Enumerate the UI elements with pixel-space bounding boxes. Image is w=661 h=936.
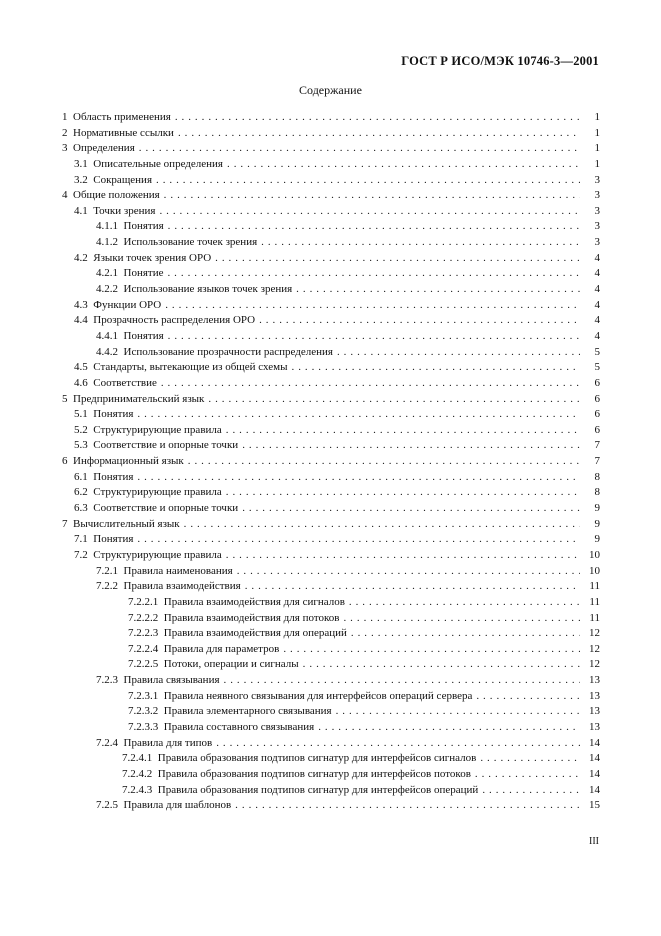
toc-entry-page: 4 — [594, 283, 600, 296]
toc-entry-number: 4.2 — [74, 251, 88, 264]
toc-entry-title: Соответствие — [93, 376, 157, 389]
toc-entry-number: 4.2.1 — [96, 267, 118, 280]
toc-entry-page: 8 — [594, 486, 600, 499]
toc-entry-title: Правила связывания — [123, 674, 220, 687]
toc-entry-page: 15 — [589, 799, 600, 812]
toc-entry-page: 3 — [594, 173, 600, 186]
toc-entry-number: 4.1.2 — [96, 236, 118, 249]
toc-entry-number: 7 — [62, 517, 68, 530]
toc-entry-title: Структурирующие правила — [93, 548, 222, 561]
toc-entry[interactable] — [62, 313, 600, 329]
toc-leader-dots — [242, 438, 580, 454]
toc-entry[interactable] — [62, 751, 600, 767]
toc-entry-page: 8 — [594, 470, 600, 483]
toc-entry-title: Нормативные ссылки — [73, 126, 174, 139]
toc-entry[interactable] — [62, 454, 600, 470]
toc-entry-title: Понятия — [123, 220, 164, 233]
toc-entry-number: 4.5 — [74, 361, 88, 374]
toc-entry-title: Правила образования подтипов сигнатур для интерфейсов операций — [157, 783, 479, 796]
toc-entry-number: 7.2.3 — [96, 674, 118, 687]
toc-entry-number: 7.2.2.2 — [128, 611, 159, 624]
toc-entry-number: 5.1 — [74, 408, 88, 421]
toc-entry-title: Языки точек зрения ОРО — [93, 251, 212, 264]
toc-entry-title: Потоки, операции и сигналы — [163, 658, 299, 671]
toc-entry-page: 13 — [589, 674, 600, 687]
toc-entry[interactable] — [62, 798, 600, 814]
toc-leader-dots — [227, 157, 580, 173]
toc-entry[interactable] — [62, 689, 600, 705]
toc-entry-page: 11 — [589, 595, 600, 608]
toc-leader-dots — [245, 579, 580, 595]
toc-leader-dots — [156, 173, 580, 189]
toc-entry-title: Стандарты, вытекающие из общей схемы — [93, 361, 288, 374]
toc-entry-title: Правила для шаблонов — [123, 799, 232, 812]
toc-entry-number: 7.2.4.3 — [122, 783, 153, 796]
toc-leader-dots — [336, 704, 580, 720]
toc-entry-page: 14 — [589, 736, 600, 749]
toc-entry-title: Правила образования подтипов сигнатур для интерфейсов сигналов — [157, 752, 477, 765]
toc-leader-dots — [259, 313, 580, 329]
toc-entry-page: 4 — [594, 298, 600, 311]
toc-entry-page: 6 — [594, 408, 600, 421]
toc-entry-page: 14 — [589, 783, 600, 796]
toc-entry[interactable] — [62, 251, 600, 267]
toc-entry-title: Понятия — [93, 408, 134, 421]
toc-entry-number: 4.2.2 — [96, 283, 118, 296]
toc-entry-page: 1 — [594, 126, 600, 139]
toc-entry[interactable] — [62, 470, 600, 486]
toc-leader-dots — [480, 751, 580, 767]
toc-leader-dots — [296, 282, 580, 298]
toc-entry-title: Определения — [73, 142, 135, 155]
toc-entry-page: 1 — [594, 111, 600, 123]
toc-entry-page: 4 — [594, 267, 600, 280]
toc-leader-dots — [165, 298, 580, 314]
toc-entry-page: 12 — [589, 658, 600, 671]
toc-entry[interactable] — [62, 579, 600, 595]
toc-entry-title: Понятия — [93, 470, 134, 483]
toc-entry-title: Структурирующие правила — [93, 423, 222, 436]
toc-leader-dots — [137, 407, 580, 423]
toc-entry-page: 6 — [594, 423, 600, 436]
toc-entry-title: Предпринимательский язык — [73, 392, 205, 405]
toc-entry[interactable] — [62, 564, 600, 580]
toc-entry-number: 6 — [62, 455, 68, 468]
toc-leader-dots — [167, 266, 580, 282]
toc-leader-dots — [215, 251, 580, 267]
toc-entry-title: Функции ОРО — [93, 298, 162, 311]
toc-leader-dots — [188, 454, 580, 470]
toc-entry-page: 1 — [594, 142, 600, 155]
toc-entry[interactable] — [62, 767, 600, 783]
toc-entry-page: 4 — [594, 329, 600, 342]
toc-entry-title: Структурирующие правила — [93, 486, 222, 499]
toc-entry-number: 7.2.2 — [96, 580, 118, 593]
toc-entry-title: Правила взаимодействия для операций — [163, 627, 347, 640]
toc-entry-page: 3 — [594, 204, 600, 217]
toc-entry-number: 7.2.2.1 — [128, 595, 159, 608]
toc-entry[interactable] — [62, 423, 600, 439]
toc-entry[interactable] — [62, 392, 600, 408]
toc-leader-dots — [216, 736, 580, 752]
toc-entry-number: 3.2 — [74, 173, 88, 186]
toc-leader-dots — [482, 783, 580, 799]
toc-entry[interactable] — [62, 204, 600, 220]
toc-leader-dots — [351, 626, 580, 642]
toc-entry[interactable] — [62, 642, 600, 658]
toc-entry-number: 7.2.3.1 — [128, 689, 159, 702]
toc-entry-title: Информационный язык — [73, 455, 184, 468]
toc-leader-dots — [349, 595, 580, 611]
toc-leader-dots — [226, 548, 580, 564]
toc-entry[interactable] — [62, 282, 600, 298]
toc-leader-dots — [159, 204, 580, 220]
toc-entry-number: 7.2.3.2 — [128, 705, 159, 718]
toc-entry-number: 7.2.4.1 — [122, 752, 153, 765]
toc-entry-page: 4 — [594, 251, 600, 264]
toc-entry-page: 13 — [589, 705, 600, 718]
toc-entry-title: Правила для типов — [123, 736, 213, 749]
toc-entry-page: 5 — [594, 361, 600, 374]
toc-entry-number: 3.1 — [74, 157, 88, 170]
toc-entry-page: 3 — [594, 189, 600, 202]
toc-entry-title: Правила взаимодействия — [123, 580, 241, 593]
toc-entry-page: 9 — [594, 502, 600, 515]
toc-entry-title: Использование точек зрения — [123, 236, 258, 249]
toc-entry-page: 11 — [589, 580, 600, 593]
toc-entry-number: 7.2.5 — [96, 799, 118, 812]
toc-entry[interactable] — [62, 611, 600, 627]
toc-entry-number: 7.1 — [74, 533, 88, 546]
toc-leader-dots — [161, 376, 580, 392]
toc-leader-dots — [168, 219, 580, 235]
toc-entry-title: Правила для параметров — [163, 642, 280, 655]
toc-entry-title: Правила составного связывания — [163, 720, 315, 733]
toc-entry-page: 14 — [589, 752, 600, 765]
toc-title: Содержание — [299, 83, 362, 97]
toc-entry-page: 1 — [594, 157, 600, 170]
toc-entry[interactable] — [62, 657, 600, 673]
toc-leader-dots — [261, 235, 580, 251]
toc-leader-dots — [139, 141, 580, 157]
toc-leader-dots — [175, 110, 580, 126]
toc-entry-number: 7.2 — [74, 548, 88, 561]
toc-leader-dots — [237, 564, 580, 580]
toc-entry-number: 7.2.2.4 — [128, 642, 159, 655]
toc-entry-page: 13 — [589, 689, 600, 702]
toc-entry-title: Понятия — [123, 329, 164, 342]
toc-leader-dots — [208, 392, 580, 408]
toc-entry-title: Понятие — [123, 267, 164, 280]
toc-entry-title: Использование прозрачности распределения — [123, 345, 333, 358]
toc-entry-number: 4.4 — [74, 314, 88, 327]
toc-leader-dots — [292, 360, 581, 376]
toc-entry-page: 6 — [594, 392, 600, 405]
toc-leader-dots — [137, 470, 580, 486]
toc-entry-title: Правила элементарного связывания — [163, 705, 332, 718]
page-number: III — [589, 836, 599, 847]
toc-leader-dots — [337, 345, 580, 361]
toc-entry-number: 6.3 — [74, 502, 88, 515]
toc-leader-dots — [137, 532, 580, 548]
toc-entry[interactable] — [62, 360, 600, 376]
toc-entry-number: 6.1 — [74, 470, 88, 483]
toc-entry[interactable] — [62, 157, 600, 173]
toc-entry-page: 7 — [594, 439, 600, 452]
toc-leader-dots — [343, 611, 580, 627]
toc-leader-dots — [168, 329, 580, 345]
toc-entry[interactable] — [62, 720, 600, 736]
toc-entry-number: 7.2.2.5 — [128, 658, 159, 671]
toc-entry[interactable] — [62, 485, 600, 501]
toc-entry-number: 5 — [62, 392, 68, 405]
toc-leader-dots — [303, 657, 580, 673]
toc-leader-dots — [476, 689, 580, 705]
toc-leader-dots — [235, 798, 580, 814]
toc-entry[interactable] — [62, 266, 600, 282]
toc-entry-title: Правила взаимодействия для сигналов — [163, 595, 345, 608]
toc-entry-number: 7.2.1 — [96, 564, 118, 577]
toc-entry[interactable] — [62, 548, 600, 564]
toc-entry-number: 4.6 — [74, 376, 88, 389]
toc-entry-title: Прозрачность распределения ОРО — [93, 314, 256, 327]
toc-entry-page: 12 — [589, 642, 600, 655]
toc-leader-dots — [224, 673, 580, 689]
toc-entry[interactable] — [62, 188, 600, 204]
toc-entry[interactable] — [62, 376, 600, 392]
toc-entry-title: Сокращения — [93, 173, 152, 186]
toc-entry-page: 14 — [589, 767, 600, 780]
toc-entry[interactable] — [62, 329, 600, 345]
table-of-contents — [62, 110, 600, 814]
toc-entry-number: 4.4.1 — [96, 329, 118, 342]
toc-entry-number: 3 — [62, 142, 68, 155]
toc-entry[interactable] — [62, 704, 600, 720]
toc-entry[interactable] — [62, 673, 600, 689]
toc-entry-title: Вычислительный язык — [73, 517, 180, 530]
toc-entry-title: Общие положения — [73, 189, 160, 202]
toc-entry-title: Использование языков точек зрения — [123, 283, 293, 296]
toc-entry-number: 4 — [62, 189, 68, 202]
toc-entry-number: 4.4.2 — [96, 345, 118, 358]
toc-leader-dots — [242, 501, 580, 517]
toc-entry-page: 6 — [594, 376, 600, 389]
document-header: ГОСТ Р ИСО/МЭК 10746-3—2001 — [401, 54, 599, 68]
toc-entry[interactable] — [62, 438, 600, 454]
toc-entry-page: 13 — [589, 720, 600, 733]
toc-entry-title: Область применения — [73, 111, 171, 123]
toc-entry-number: 4.1.1 — [96, 220, 118, 233]
toc-entry-page: 3 — [594, 236, 600, 249]
toc-entry-page: 9 — [594, 517, 600, 530]
toc-entry-title: Правила образования подтипов сигнатур для интерфейсов потоков — [157, 767, 471, 780]
toc-entry-page: 7 — [594, 455, 600, 468]
toc-entry-page: 10 — [589, 548, 600, 561]
toc-leader-dots — [475, 767, 580, 783]
toc-leader-dots — [164, 188, 580, 204]
toc-entry[interactable] — [62, 126, 600, 142]
toc-entry-number: 6.2 — [74, 486, 88, 499]
toc-entry-page: 4 — [594, 314, 600, 327]
toc-leader-dots — [184, 517, 580, 533]
toc-entry-title: Правила взаимодействия для потоков — [163, 611, 340, 624]
toc-leader-dots — [283, 642, 580, 658]
toc-entry-number: 7.2.4.2 — [122, 767, 153, 780]
toc-entry-number: 7.2.3.3 — [128, 720, 159, 733]
toc-entry[interactable] — [62, 141, 600, 157]
toc-entry-page: 11 — [589, 611, 600, 624]
toc-entry[interactable] — [62, 298, 600, 314]
toc-entry-title: Соответствие и опорные точки — [93, 439, 239, 452]
toc-entry[interactable] — [62, 235, 600, 251]
toc-entry-number: 4.1 — [74, 204, 88, 217]
toc-leader-dots — [226, 485, 580, 501]
toc-entry-page: 10 — [589, 564, 600, 577]
toc-entry[interactable] — [62, 219, 600, 235]
toc-entry[interactable] — [62, 407, 600, 423]
toc-entry[interactable] — [62, 532, 600, 548]
toc-entry-number: 5.2 — [74, 423, 88, 436]
toc-entry-title: Описательные определения — [93, 157, 223, 170]
toc-entry-number: 4.3 — [74, 298, 88, 311]
toc-entry-number: 2 — [62, 126, 68, 139]
toc-entry[interactable] — [62, 595, 600, 611]
toc-entry-title: Точки зрения — [93, 204, 156, 217]
toc-leader-dots — [318, 720, 580, 736]
toc-entry-page: 5 — [594, 345, 600, 358]
toc-entry-page: 9 — [594, 533, 600, 546]
toc-entry-title: Правила наименования — [123, 564, 233, 577]
toc-entry-title: Понятия — [93, 533, 134, 546]
toc-entry[interactable] — [62, 501, 600, 517]
toc-entry[interactable] — [62, 110, 600, 126]
toc-entry[interactable] — [62, 736, 600, 752]
toc-entry-number: 1 — [62, 111, 68, 123]
toc-entry-title: Соответствие и опорные точки — [93, 502, 239, 515]
toc-entry[interactable] — [62, 517, 600, 533]
toc-entry-title: Правила неявного связывания для интерфейсов операций сервера — [163, 689, 473, 702]
toc-entry[interactable] — [62, 345, 600, 361]
toc-entry-page: 12 — [589, 627, 600, 640]
toc-entry-number: 7.2.2.3 — [128, 627, 159, 640]
toc-leader-dots — [226, 423, 580, 439]
toc-entry[interactable] — [62, 173, 600, 189]
toc-entry[interactable] — [62, 783, 600, 799]
toc-entry-number: 7.2.4 — [96, 736, 118, 749]
toc-leader-dots — [178, 126, 580, 142]
toc-entry[interactable] — [62, 626, 600, 642]
toc-entry-page: 3 — [594, 220, 600, 233]
toc-entry-number: 5.3 — [74, 439, 88, 452]
